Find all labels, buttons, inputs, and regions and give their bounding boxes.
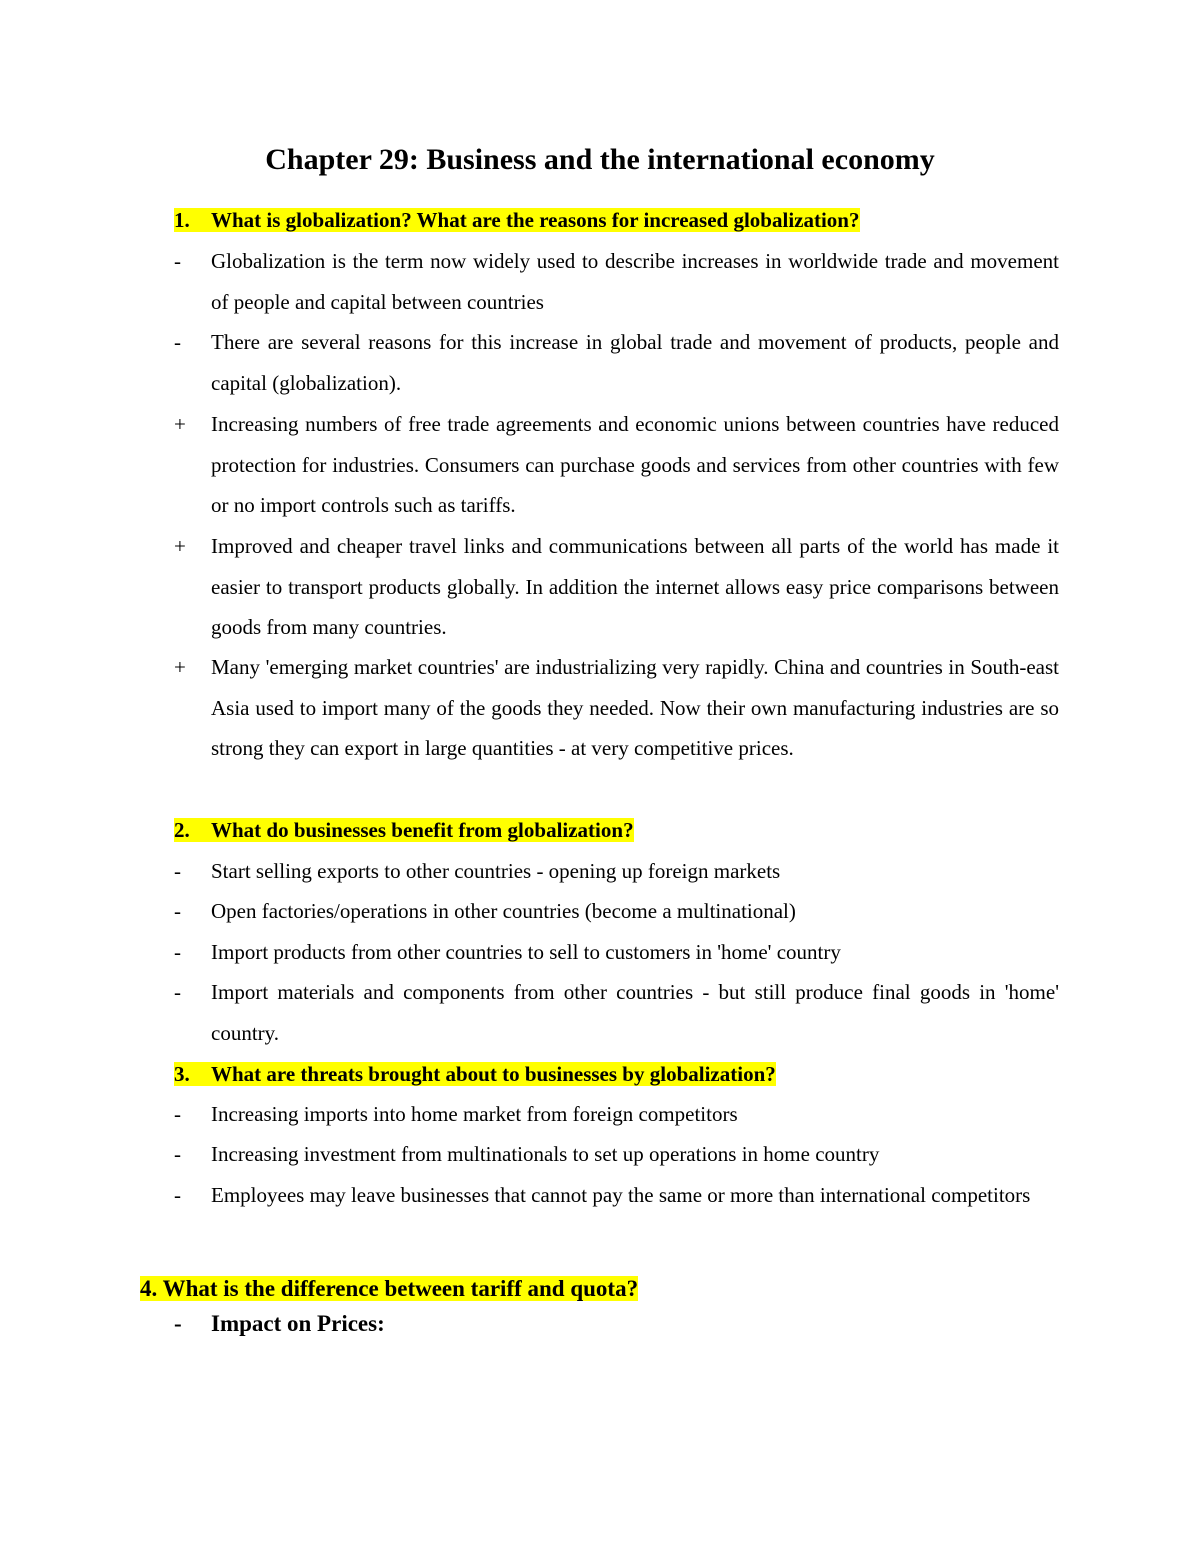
list-item-text: Increasing imports into home market from foreign competitors [211,1102,738,1126]
question-text: What is globalization? What are the reasons for increased globalization? [211,208,860,232]
list-item-text: There are several reasons for this increase in global trade and movement of products, people and capital (globalization). [211,330,1059,395]
bullet-marker: - [174,330,181,354]
list-item [174,241,1059,322]
bullet-marker: - [174,899,181,923]
bullet-marker: + [174,655,186,679]
bullet-marker: + [174,412,186,436]
page-title: Chapter 29: Business and the international economy [265,143,935,176]
list-item [174,1134,1059,1175]
list-item-text: Import products from other countries to sell to customers in 'home' country [211,940,841,964]
bullet-marker: + [174,534,186,558]
question-number: 2. [174,818,190,842]
bullet-marker: - [174,1183,181,1207]
bullet-marker: - [174,1142,181,1166]
list-item-text: Import materials and components from other countries - but still produce final goods in 'home' country. [211,980,1059,1045]
question-2-heading [174,810,1074,851]
bullet-marker: - [174,940,181,964]
list-item [174,1307,385,1341]
bullet-marker: - [174,1102,181,1126]
list-item [174,526,1059,648]
list-item-text: Increasing numbers of free trade agreements and economic unions between countries have reduced protection for industries. Consumers can purchase goods and services from other countries with few or no import controls such as tariffs. [211,412,1059,518]
list-item-text: Employees may leave businesses that cannot pay the same or more than international competitors [211,1183,1031,1207]
list-item [174,647,1059,769]
list-item [174,1175,1059,1216]
question-text: What do businesses benefit from globalization? [211,818,634,842]
list-item-text: Many 'emerging market countries' are industrializing very rapidly. China and countries in South-east Asia used to import many of the goods they needed. Now their own manufacturing industries are so strong they can export in large quantities - at very competitive prices. [211,655,1059,761]
bullet-marker: - [174,859,181,883]
question-4-heading [140,1272,638,1306]
list-item [174,404,1059,526]
list-item [174,851,1059,892]
bullet-marker: - [174,1311,182,1336]
list-item-text: Start selling exports to other countries - opening up foreign markets [211,859,781,883]
list-item [174,322,1059,403]
list-item-text: Improved and cheaper travel links and communications between all parts of the world has made it easier to transport products globally. In addition the internet allows easy price comparisons between goods from many countries. [211,534,1059,640]
bullet-marker: - [174,249,181,273]
list-item-text: Open factories/operations in other countries (become a multinational) [211,899,796,923]
list-item [174,972,1059,1053]
list-item [174,891,1059,932]
list-item [174,932,1059,973]
list-item-text: Globalization is the term now widely used to describe increases in worldwide trade and movement of people and capital between countries [211,249,1059,314]
list-item-text: Increasing investment from multinationals to set up operations in home country [211,1142,880,1166]
list-item [174,1094,1059,1135]
question-1-heading [174,200,1074,241]
question-text: What are threats brought about to businesses by globalization? [211,1062,776,1086]
question-number: 3. [174,1062,190,1086]
bullet-marker: - [174,980,181,1004]
question-text: 4. What is the difference between tariff and quota? [140,1276,639,1301]
question-number: 1. [174,208,190,232]
list-item-text: Impact on Prices: [211,1311,385,1336]
question-3-heading [174,1054,1074,1095]
